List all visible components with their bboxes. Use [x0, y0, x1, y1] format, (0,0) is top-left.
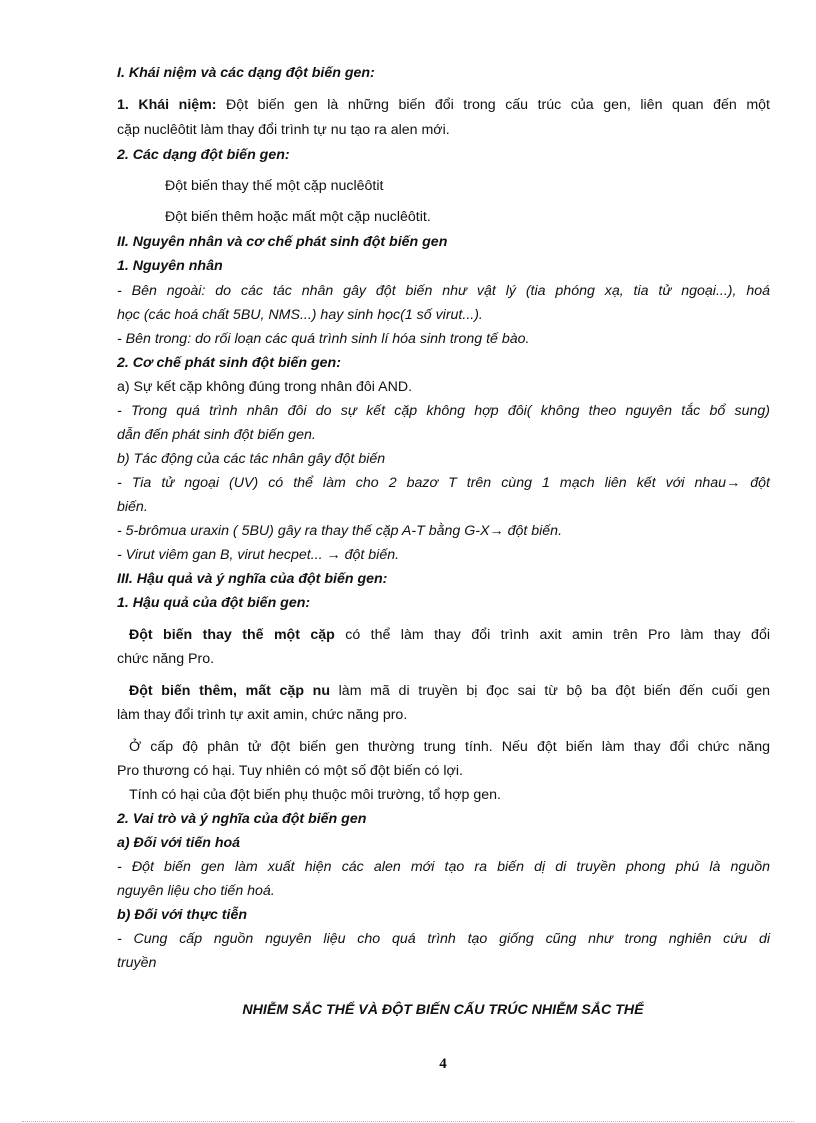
virus-effect-end: đột biến.	[340, 547, 400, 563]
5bu-effect-text: - 5-brômua uraxin ( 5BU) gây ra thay thế cặp A-T bằng G-X	[117, 523, 490, 539]
section-3-heading: III. Hậu quả và ý nghĩa của đột biến gen:	[117, 571, 388, 587]
evolution-heading: a) Đối với tiến hoá	[117, 835, 241, 851]
substitution-term: Đột biến thay thế một cặp	[129, 627, 335, 643]
practice-heading: b) Đối với thực tiễn	[117, 907, 248, 923]
uv-effect-line-1	[117, 474, 770, 492]
mechanism-a-title: a) Sự kết cặp không đúng trong nhân đôi AND.	[117, 379, 413, 395]
virus-effect-text: - Virut viêm gan B, virut hecpet...	[117, 547, 327, 563]
arrow-icon: →	[489, 523, 504, 539]
causes-heading: 1. Nguyên nhân	[117, 258, 223, 274]
mutation-type-substitution: Đột biến thay thế một cặp nuclêôtit	[165, 178, 384, 194]
practice-line-1: - Cung cấp nguồn nguyên liệu cho quá trình tạo giống cũng như trong nghiên cứu di	[117, 931, 770, 947]
mechanism-heading: 2. Cơ chế phát sinh đột biến gen:	[117, 355, 341, 371]
section-2-heading: II. Nguyên nhân và cơ chế phát sinh đột biến gen	[117, 234, 448, 250]
frameshift-term: Đột biến thêm, mất cặp nu	[129, 683, 330, 699]
5bu-effect-end: đột biến.	[503, 523, 563, 539]
definition-text: Đột biến gen là những biến đổi trong cấu trúc của gen, liên quan đến một	[216, 97, 770, 113]
evolution-line-2: nguyên liệu cho tiến hoá.	[117, 883, 275, 899]
chapter-title: NHIỄM SẮC THỂ VÀ ĐỘT BIẾN CẤU TRÚC NHIỄM SẮC THỂ	[242, 1002, 644, 1018]
substitution-consequence-line-1	[129, 626, 770, 644]
evolution-line-1: - Đột biến gen làm xuất hiện các alen mới tạo ra biến dị di truyền phong phú là nguồn	[117, 859, 770, 875]
uv-effect-text: - Tia tử ngoại (UV) có thể làm cho 2 bazơ T trên cùng 1 mạch liên kết với nhau	[117, 475, 727, 491]
section-1-heading: I. Khái niệm và các dạng đột biến gen:	[117, 65, 375, 81]
external-causes-line-1: - Bên ngoài: do các tác nhân gây đột biến như vật lý (tia phóng xạ, tia tử ngoại...), hoá	[117, 283, 770, 299]
external-causes-line-2: học (các hoá chất 5BU, NMS...) hay sinh học(1 số virut...).	[117, 307, 483, 323]
harmfulness-note: Tính có hại của đột biến phụ thuộc môi trường, tổ hợp gen.	[129, 787, 501, 803]
uv-effect-end: đột	[740, 475, 770, 491]
internal-causes: - Bên trong: do rối loạn các quá trình sinh lí hóa sinh trong tế bào.	[117, 331, 530, 347]
page-bottom-divider	[22, 1121, 794, 1122]
mutation-type-insertion-deletion: Đột biến thêm hoặc mất một cặp nuclêôtit.	[165, 209, 431, 225]
uv-effect-line-2: biến.	[117, 499, 148, 515]
page-number: 4	[439, 1056, 447, 1072]
mutation-types-heading: 2. Các dạng đột biến gen:	[117, 147, 290, 163]
definition-line-1	[117, 96, 770, 114]
substitution-text: có thể làm thay đổi trình axit amin trên Pro làm thay đổi	[334, 627, 770, 643]
definition-label: 1. Khái niệm:	[117, 97, 217, 113]
arrow-icon: →	[726, 475, 741, 491]
5bu-effect	[117, 522, 770, 540]
frameshift-consequence-line-2: làm thay đổi trình tự axit amin, chức năng pro.	[117, 707, 408, 723]
molecular-level-line-1: Ở cấp độ phân tử đột biến gen thường trung tính. Nếu đột biến làm thay đổi chức năng	[129, 739, 770, 755]
molecular-level-line-2: Pro thương có hại. Tuy nhiên có một số đột biến có lợi.	[117, 763, 463, 779]
mechanism-a-line-2: dẫn đến phát sinh đột biến gen.	[117, 427, 316, 443]
mechanism-b-title: b) Tác động của các tác nhân gây đột biến	[117, 451, 386, 467]
role-heading: 2. Vai trò và ý nghĩa của đột biến gen	[117, 811, 367, 827]
substitution-consequence-line-2: chức năng Pro.	[117, 651, 215, 667]
virus-effect	[117, 546, 770, 564]
mechanism-a-line-1: - Trong quá trình nhân đôi do sự kết cặp không hợp đôi( không theo nguyên tắc bổ sung)	[117, 403, 770, 419]
practice-line-2: truyền	[117, 955, 157, 971]
frameshift-text: làm mã di truyền bị đọc sai từ bộ ba đột biến đến cuối gen	[329, 683, 770, 699]
consequences-heading: 1. Hậu quả của đột biến gen:	[117, 595, 311, 611]
arrow-icon: →	[326, 547, 341, 563]
definition-line-2: cặp nuclêôtit làm thay đổi trình tự nu tạo ra alen mới.	[117, 122, 450, 138]
frameshift-consequence-line-1	[129, 682, 770, 700]
